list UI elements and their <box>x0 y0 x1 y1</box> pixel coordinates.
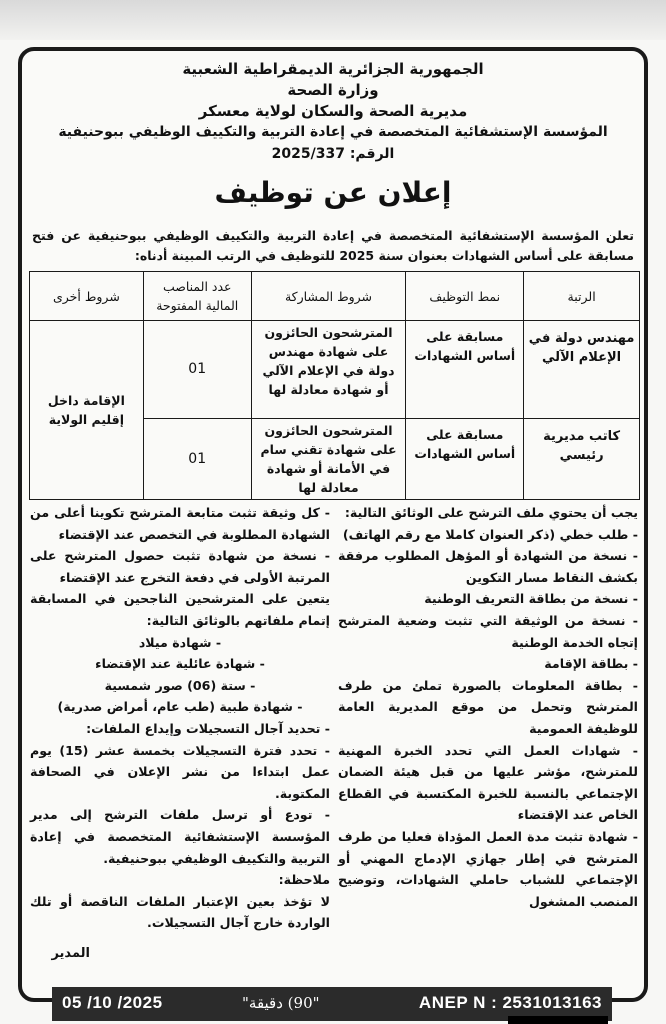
document-item: - شهادة عائلية عند الإقتضاء <box>95 656 265 672</box>
cell-mode: مسابقة على أساس الشهادات <box>406 321 524 419</box>
scan-shadow <box>0 0 666 40</box>
deadline-item: - تودع أو ترسل ملفات الترشح إلى مدير المؤسسة الإستشفائية المتخصصة في إعادة التربية والتكييف الوظيفي ببوحنيفية. <box>30 807 330 866</box>
cell-other-conditions: الإقامة داخل إقليم الولاية <box>30 321 144 500</box>
table-row <box>30 321 640 419</box>
header-institution: المؤسسة الإستشفائية المتخصصة في إعادة التربية والتكييف الوظيفي ببوحنيفية <box>58 124 608 140</box>
document-item: - كل وثيقة تثبت متابعة المترشح تكوينا أعلى من الشهادة المطلوبة في التخصص عند الإقتضاء <box>30 505 330 542</box>
document-item: - شهادة تثبت مدة العمل المؤداة فعليا من طرف المترشح في إطار جهازي الإدماج المهني أو الإجتماعي للشباب حاملي الشهادات، وتوضيح المنصب المشغول <box>338 828 638 909</box>
document-item: - بطاقة الإقامة <box>544 656 638 672</box>
deadline-item: - تحدد فترة التسجيلات بخمسة عشر (15) يوم عمل ابتداءا من نشر الإعلان في الصحافة المكتوبة. <box>30 742 330 801</box>
positions-table <box>29 271 640 500</box>
note-text: لا تؤخذ بعين الإعتبار الملفات الناقصة أو تلك الواردة خارج آجال التسجيلات. <box>30 893 330 931</box>
cell-conditions: المترشحون الحائزون على شهادة مهندس دولة في الإعلام الآلي أو شهادة معادلة لها <box>251 321 406 419</box>
cell-rank: كاتب مديرية رئيسي <box>524 419 640 500</box>
cell-positions: 01 <box>143 321 251 419</box>
document-item: - طلب خطي (ذكر العنوان كاملا مع رقم الهاتف) <box>342 526 638 542</box>
signature-director: المدير <box>51 946 90 961</box>
cell-conditions: المترشحون الحائزون على شهادة تقني سام في الأمانة أو شهادة معادلة لها <box>251 419 406 500</box>
document-item: - نسخة من شهادة تثبت حصول المترشح على المرتبة الأولى في دفعة التخرج عند الإقتضاء <box>30 548 330 585</box>
document-item: - شهادة طبية (طب عام، أمراض صدرية) <box>57 699 303 715</box>
document-item: - نسخة من بطاقة التعريف الوطنية <box>424 591 638 607</box>
header-reference: الرقم: 2025/337 <box>271 146 395 162</box>
header-republic: الجمهورية الجزائرية الديمقراطية الشعبية <box>182 60 484 78</box>
footer-middle-text: "90) دقيقة" <box>242 994 320 1012</box>
column-header-other: شروط أخرى <box>30 272 144 321</box>
header-directorate: مديرية الصحة والسكان لولاية معسكر <box>198 102 468 120</box>
document-item: - بطاقة المعلومات بالصورة تملئ من طرف المترشح وتحمل من موقع المديرية العامة للوظيفة العمومية <box>338 677 638 736</box>
note-heading: ملاحظة: <box>278 872 330 888</box>
deadlines-heading: - تحديد آجال التسجيلات وإيداع الملفات: <box>86 720 330 736</box>
document-item: - شهادات العمل التي تحدد الخبرة المهنية للمترشح، مؤشر عليها من قبل هيئة الضمان الإجتماعي بالنسبة للخبرة المكتسبة في القطاع الخاص عند الإقتضاء <box>338 742 638 823</box>
successful-candidates-note: يتعين على المترشحين الناجحين في المسابقة إتمام ملفاتهم بالوثائق التالية: <box>30 591 330 628</box>
footer-anep-number: ANEP N : 2531013163 <box>418 993 602 1012</box>
column-header-conditions: شروط المشاركة <box>251 272 406 321</box>
document-item: - نسخة من الوثيقة التي تثبت وضعية المترشح إتجاه الخدمة الوطنية <box>338 612 638 650</box>
document-item: - نسخة من الشهادة أو المؤهل المطلوب مرفقة بكشف النقاط مسار التكوين <box>338 548 638 585</box>
document-item: - شهادة ميلاد <box>138 634 222 650</box>
table-header-row <box>30 272 640 321</box>
document-item: - ستة (06) صور شمسية <box>104 677 256 693</box>
page-title: إعلان عن توظيف <box>214 176 452 209</box>
additional-info-column <box>30 502 330 934</box>
intro-paragraph: تعلن المؤسسة الإستشفائية المتخصصة في إعادة التربية والتكييف الوظيفي ببوحنيفية عن فتح مسابقة على أساس الشهادات بعنوان سنة 2025 للتوظيف في الرتب المبينة أدناه: <box>32 228 634 263</box>
required-documents-column <box>338 502 638 912</box>
cell-rank: مهندس دولة في الإعلام الآلي <box>524 321 640 419</box>
redaction-block <box>508 1016 608 1024</box>
column-header-rank: الرتبة <box>524 272 640 321</box>
cell-positions: 01 <box>143 419 251 500</box>
column-header-mode: نمط التوظيف <box>406 272 524 321</box>
cell-mode: مسابقة على أساس الشهادات <box>406 419 524 500</box>
header-ministry: وزارة الصحة <box>287 81 379 99</box>
footer-date: 05 /10 /2025 <box>62 993 163 1012</box>
column-header-positions: عدد المناصب المالية المفتوحة <box>143 272 251 321</box>
documents-intro: يجب أن يحتوي ملف الترشح على الوثائق التالية: <box>344 505 638 520</box>
